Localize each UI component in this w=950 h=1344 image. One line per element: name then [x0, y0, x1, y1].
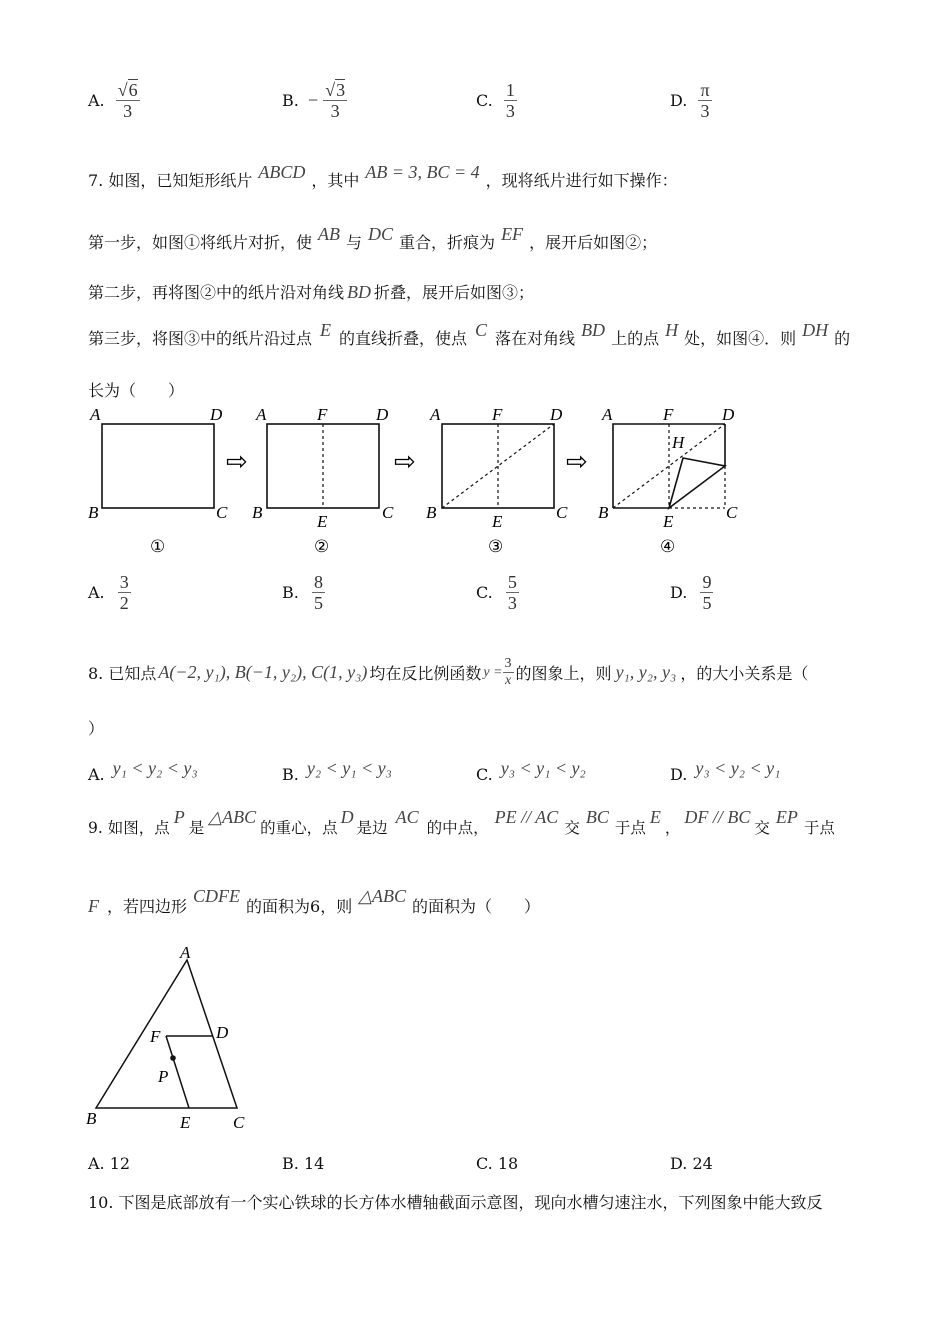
- label-C: C: [233, 1113, 245, 1132]
- q8-stem: 8. 已知点 A(−2, y₁), B(−1, y₂), C(1, y₃) 均在反比例函数 y = $\frac{3}{x}$ 的图象上，则 y₁, y₂, y₃ ，的大小关系是（: [88, 656, 809, 688]
- figure-4: [598, 405, 738, 556]
- label-C: C: [726, 503, 738, 522]
- label-A: A: [256, 405, 267, 424]
- q7-option-c[interactable]: C. $\frac{5}{3}$: [476, 572, 517, 613]
- arrow-icon: ⇨: [566, 447, 588, 476]
- label-F: F: [150, 1027, 161, 1046]
- label-C: C: [216, 503, 228, 522]
- label-B: B: [598, 503, 609, 522]
- figure-number: ③: [488, 537, 504, 556]
- q9-figure: [80, 940, 280, 1140]
- label-B: B: [88, 503, 99, 522]
- arrow-icon: ⇨: [394, 447, 416, 476]
- q7-option-a[interactable]: A. $\frac{3}{2}$: [88, 572, 129, 613]
- q8-option-d[interactable]: D. y₃ < y₂ < y₁: [670, 758, 781, 784]
- q7-step3-cont: 长为（ ）: [88, 381, 185, 400]
- q9-option-b[interactable]: B. 14: [282, 1154, 325, 1173]
- q7-option-b[interactable]: B. $\frac{8}{5}$: [282, 572, 323, 613]
- point-p: [170, 1055, 176, 1061]
- label-D: D: [376, 405, 389, 424]
- figure-number: ①: [150, 537, 166, 556]
- radical-sign: √: [117, 80, 128, 100]
- q9-stem-line1: 9. 如图，点P是△ABC的重心，点D是边AC的中点，PE // AC交BC于点E，DF // BC交EP于点: [88, 807, 835, 837]
- label-F: F: [492, 405, 503, 424]
- label-E: E: [663, 512, 674, 531]
- q7-intro: 7. 如图，已知矩形纸片 ABCD ，其中 AB = 3, BC = 4 ，现将纸片进行如下操作：: [88, 162, 678, 190]
- label-A: A: [430, 405, 441, 424]
- q9-option-d[interactable]: D. 24: [670, 1154, 713, 1173]
- label-F: F: [663, 405, 674, 424]
- q8-close: ）: [88, 719, 105, 738]
- label-H: H: [672, 433, 685, 452]
- q6-option-b[interactable]: B. − $\frac{√3}{3}$: [282, 80, 346, 121]
- figure-3: [426, 405, 568, 556]
- q7-step3: 第三步，将图③中的纸片沿过点 E 的直线折叠，使点 C 落在对角线 BD 上的点 H 处，如图④．则 DH 的: [88, 320, 851, 348]
- label-E: E: [317, 512, 328, 531]
- q7-figures: [80, 400, 760, 560]
- q8-option-c[interactable]: C. y₃ < y₁ < y₂: [476, 758, 586, 784]
- label-C: C: [556, 503, 568, 522]
- label-E: E: [180, 1113, 191, 1132]
- label-D: D: [550, 405, 563, 424]
- q6-option-a[interactable]: A. $\frac{√6}{3}$: [88, 80, 138, 121]
- label-D: D: [210, 405, 223, 424]
- label-D: D: [722, 405, 735, 424]
- q6-option-c[interactable]: C. $\frac{1}{3}$: [476, 80, 515, 121]
- label-F: F: [317, 405, 328, 424]
- q8-option-b[interactable]: B. y₂ < y₁ < y₃: [282, 758, 392, 784]
- q6-option-d[interactable]: D. $\frac{\pi}{3}$: [670, 80, 710, 121]
- q9-stem-line2: F ，若四边形CDFE的面积为6，则△ABC的面积为（ ）: [88, 886, 541, 916]
- label-A: A: [602, 405, 613, 424]
- figure-number: ④: [660, 537, 676, 556]
- q7-step2: 第二步，再将图②中的纸片沿对角线 BD 折叠，展开后如图③；: [88, 282, 535, 302]
- figure-number: ②: [314, 537, 330, 556]
- figure-1: [88, 405, 228, 556]
- label-A: A: [180, 943, 191, 962]
- label-D: D: [216, 1023, 229, 1042]
- radical-sign: √: [325, 80, 336, 100]
- q9-option-a[interactable]: A. 12: [88, 1154, 131, 1173]
- q10-stem: 10. 下图是底部放有一个实心铁球的长方体水槽轴截面示意图，现向水槽匀速注水，下列图象中能大致反: [88, 1193, 823, 1212]
- label-B: B: [426, 503, 437, 522]
- label-B: B: [86, 1109, 97, 1128]
- label-B: B: [252, 503, 263, 522]
- q7-step1: 第一步，如图①将纸片对折，使 AB 与 DC 重合，折痕为 EF ，展开后如图②；: [88, 224, 658, 252]
- label-A: A: [90, 405, 101, 424]
- q8-option-a[interactable]: A. y₁ < y₂ < y₃: [88, 758, 198, 784]
- segment-fe: [166, 1036, 189, 1108]
- label-C: C: [382, 503, 394, 522]
- q7-option-d[interactable]: D. $\frac{9}{5}$: [670, 572, 712, 613]
- q9-option-c[interactable]: C. 18: [476, 1154, 519, 1173]
- figure-2: [252, 405, 394, 556]
- label-E: E: [492, 512, 503, 531]
- arrow-icon: ⇨: [226, 447, 248, 476]
- label-P: P: [158, 1067, 169, 1086]
